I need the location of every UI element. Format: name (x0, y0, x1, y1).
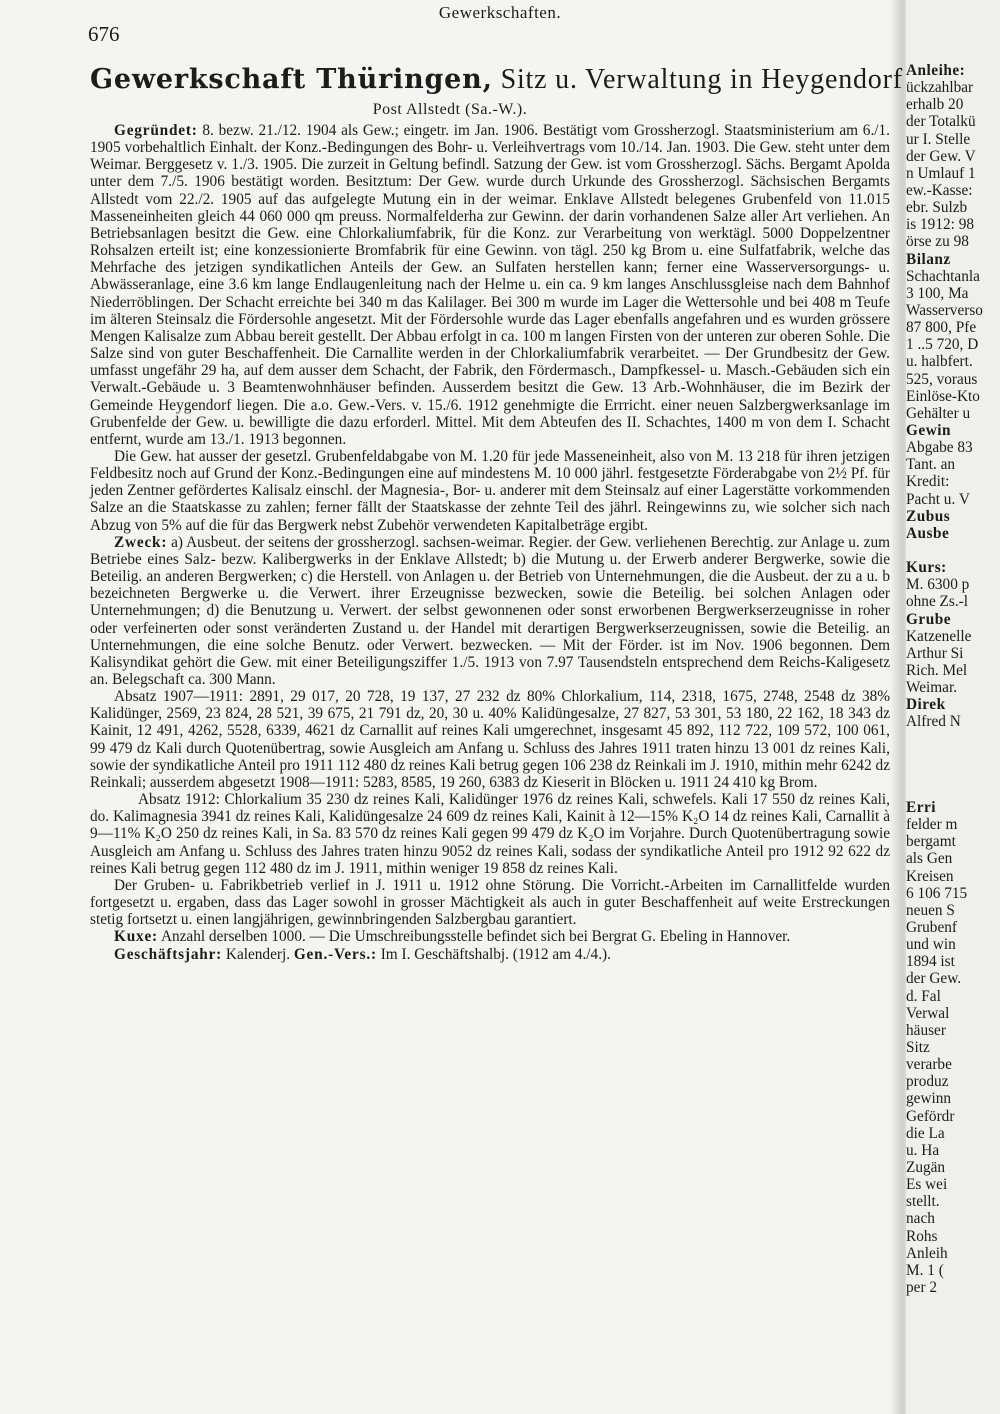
company-seat: Sitz u. Verwaltung in Heygendorf (500, 64, 903, 95)
label-gen-vers: Gen.-Vers.: (293, 945, 377, 963)
right-page-line: ew.-Kasse: (906, 181, 973, 199)
right-page-line: gewinn (906, 1090, 952, 1108)
paragraph-abgabe (90, 448, 890, 534)
article-body (90, 122, 890, 963)
text-geschaeftsjahr: Kalenderj. (225, 945, 291, 963)
right-page-line: Verwal (906, 1004, 950, 1022)
right-page-line: Bilanz (906, 250, 951, 268)
right-page-line: der Totalkü (906, 113, 976, 131)
right-page-line: Kreisen (906, 867, 954, 885)
right-page-line: als Gen (906, 850, 953, 868)
paragraph-geschaeftsjahr (90, 946, 890, 963)
right-page-fragment (906, 0, 1000, 1414)
right-page-line: Es wei (906, 1176, 948, 1194)
right-page-line: 525, voraus (906, 370, 978, 388)
page-header (0, 22, 900, 48)
label-gegruendet: Gegründet: (114, 122, 198, 139)
right-page-line: Kredit: (906, 473, 950, 491)
right-page-line: Alfred N (906, 713, 961, 731)
right-page-line (906, 782, 1000, 799)
right-page-line: Anleihe: (906, 62, 966, 79)
text-betrieb: Der Gruben- u. Fabrikbetrieb verlief in J. 1911 u. 1912 ohne Störung. Die Vorricht.-Arbeiten im Carnallitfelde wurden fortgesetzt u. ergaben, dass das Lager sowohl in grosser Mächtigkeit als auch in guter Beschaffenheit auf weite Erstreckungen stetig fortsetzt u. einen langjährigen, gewinnbringenden Salzbergbau garantiert. (90, 876, 890, 929)
right-page-line: Zugän (906, 1159, 946, 1176)
paragraph-zweck (90, 534, 890, 688)
company-name: Gewerkschaft Thüringen, (90, 64, 493, 95)
right-page-line: Katzenelle (906, 627, 972, 645)
right-page-line (906, 765, 1000, 782)
text-zweck: a) Ausbeut. der seitens der grossherzogl. sachsen-weimar. Regier. der Gew. verliehenen Berechtig. zur Anlage u. zum Betriebe eines Salz- bezw. Kalibergwerks in der Enklave Allstedt; b) die Mutung u. der Erwerb anderer Bergwerke, sowie die Beteilig. an anderen Bergwerken; c) die Herstell. von Anlagen u. der Betrieb von Unternehmungen, die die Ausbeut. der zu a u. b bezeichneten Bergwerke u. die Verwert. ihrer Erzeugnisse bezwecken, sowie die Beteilig. bei solchen Anlagen oder Unternehmungen; d) die Benutzung u. Verwert. der selbst gewonnenen oder sonst erworbenen Bergwerkserzeugnisse in roher oder verfeinerten oder sonst veränderten Zustand u. der Handel mit derartigen Bergwerkserzeugnissen, sowie die Beteilig. an Unternehmungen, die eine solche Benutz. oder Verwert. bezwecken. — Mit der Förder. ist im Nov. 1906 begonnen. Dem Kalisyndikat gehört die Gew. mit einer Beteiligungsziffer 1./5. 1913 von 7.97 Tausendsteln entsprechend dem Reichs-Kaligesetz an. Belegschaft ca. 300 Mann. (90, 533, 890, 688)
right-page-line: Wasserverso (906, 301, 983, 319)
paragraph-kuxe (90, 928, 890, 945)
right-page-line: häuser (906, 1021, 946, 1039)
right-page-line (906, 748, 1000, 765)
right-page-line: Erri (906, 799, 937, 817)
right-page-line: Rohs (906, 1227, 938, 1245)
right-page-line: bergamt (906, 833, 956, 851)
right-page-line: is 1912: 98 (906, 216, 974, 234)
right-page-line: erhalb 20 (906, 96, 964, 114)
right-page-line (906, 730, 1000, 747)
right-page-line: produz (906, 1073, 949, 1091)
right-page-line: Grubenf (906, 919, 957, 937)
right-page-line: die La (906, 1124, 945, 1142)
running-head: Gewerkschaften. (438, 3, 562, 22)
right-page-line: Kurs: (906, 559, 947, 577)
right-page-line: Einlöse-Kto (906, 387, 980, 405)
right-page-line: Rich. Mel (906, 661, 968, 679)
right-page-line (906, 542, 1000, 559)
text-absatz-1907-1911: Absatz 1907—1911: 2891, 29 017, 20 728, 19 137, 27 232 dz 80% Chlorkalium, 114, 2318, 1675, 2748, 2548 dz 38% Kalidünger, 2569, 23 824, 28 521, 39 675, 21 791 dz, 20, 30 u. 40% Kalidüngesalze, 27 827, 53 301, 53 180, 22 162, 18 343 dz Kainit, 12 491, 4262, 5528, 6339, 4621 dz Carnallit auf reines Kali umgerechnet, insgesamt 45 892, 112 722, 109 572, 100 061, 99 479 dz Kali durch Quotenübertrag, sowie Ausgleich am Anfang u. Schluss des Jahres 1911 traten hinzu 13 001 dz reines Kali, sowie der syndikatliche Anteil pro 1911 112 480 dz reines Kali betrug gegen 106 238 dz Reinkali im J. 1910, mithin mehr 6242 dz Reinkali; ausserdem abgesetzt 1908—1911: 5283, 8585, 19 260, 6383 dz Kieserit in Blöcken u. 1911 24 410 kg Brom. (90, 688, 890, 791)
right-page-line: Direk (906, 696, 946, 714)
company-post-address: Post Allstedt (Sa.-W.). (372, 101, 528, 118)
right-page-line: Gehälter u (906, 404, 971, 422)
text-kuxe: Anzahl derselben 1000. — Die Umschreibungsstelle befindet sich bei Bergrat G. Ebeling in Hannover. (160, 928, 791, 946)
company-title (90, 64, 910, 96)
right-page-line: 1 ..5 720, D (906, 336, 979, 354)
right-page-line: der Gew. (906, 970, 962, 988)
page-number: 676 (88, 22, 120, 46)
right-page-line: Arthur Si (906, 644, 964, 662)
label-zweck: Zweck: (114, 533, 168, 551)
right-page-line: und win (906, 936, 956, 954)
right-page-line: u. Ha (906, 1141, 940, 1159)
paragraph-gegruendet (90, 122, 890, 448)
right-page-line: felder m (906, 816, 958, 834)
right-page-line: der Gew. V (906, 147, 976, 165)
text-gen-vers: Im I. Geschäftshalbj. (1912 am 4./4.). (380, 945, 611, 963)
right-page-text-column (906, 62, 1000, 1296)
right-page-line: Gefördr (906, 1107, 955, 1125)
right-page-line: n Umlauf 1 (906, 164, 976, 182)
right-page-line: Ausbe (906, 524, 950, 542)
right-page-line: örse zu 98 (906, 233, 969, 251)
right-page-line: Gewin (906, 421, 951, 439)
right-page-line: ückzahlbar (906, 79, 974, 97)
text-absatz-1912: Absatz 1912: Chlorkalium 35 230 dz reines Kali, Kalidünger 1976 dz reines Kali, schwefels. Kali 17 550 dz reines Kali, do. Kalimagnesia 3941 dz reines Kali, Kalidüngesalze 24 609 dz reines Kali, Kainit à 12—15% K₂O 14 dz reines Kali, Carnallit à 9—11% K₂O 250 dz reines Kali, in Sa. 83 570 dz reines Kali gegen 99 479 dz K₂O im Vorjahre. Durch Quotenübertragung sowie Ausgleich am Anfang u. Schluss des Jahres traten hinzu 9052 dz reines Kali, sodass der syndikatliche Anteil pro 1912 92 622 dz reines Kali betrug gegen 112 480 dz im J. 1911, mithin weniger 19 858 dz reines Kali. (90, 791, 890, 877)
right-page-line: ebr. Sulzb (906, 199, 968, 217)
right-page-line: u. halbfert. (906, 353, 973, 371)
label-geschaeftsjahr: Geschäftsjahr: (114, 945, 223, 963)
right-page-line: 1894 ist (906, 953, 955, 971)
right-page-line: ur I. Stelle (906, 130, 971, 148)
right-page-line: verarbe (906, 1056, 952, 1074)
right-page-line: stellt. (906, 1193, 940, 1211)
right-page-line: Weimar. (906, 679, 958, 697)
right-page-line: Tant. an (906, 456, 956, 474)
right-page-line: per 2 (906, 1278, 938, 1296)
right-page-line: 87 800, Pfe (906, 319, 977, 337)
right-page-line: ohne Zs.-l (906, 593, 969, 611)
right-page-line: nach (906, 1210, 935, 1228)
right-page-line: Abgabe 83 (906, 439, 973, 457)
right-page-line: 3 100, Ma (906, 284, 969, 302)
paragraph-betrieb (90, 877, 890, 928)
right-page-line: Anleih (906, 1244, 948, 1262)
paragraph-absatz-1907-1911 (90, 688, 890, 791)
right-page-line: Sitz (906, 1039, 930, 1057)
right-page-line: neuen S (906, 901, 955, 919)
text-abgabe: Die Gew. hat ausser der gesetzl. Grubenfeldabgabe von M. 1.20 für jede Masseneinheit, also von M. 13 218 für ihren jetzigen Feldbesitz noch auf Grund der Konz.-Bedingungen eine auf mindestens M. 10 000 jährl. festgesetzte Förderabgabe von 2½ Pf. für jeden Zentner gefördertes Kalisalz einschl. der Magnesia-, Bor- u. anderer mit dem Steinsalz auf einer Lagerstätte vorkommenden Salze an die Staatskasse zu zahlen; ferner fällt der Staatskasse der zehnte Teil des jährl. Reingewinns zu, wie solcher sich nach Abzug von 5% auf die für das Bergwerk nebst Zubehör verwendeten Kapitalbeträge ergibt. (90, 447, 890, 534)
right-page-line: Zubus (906, 507, 951, 525)
right-page-line: Grube (906, 610, 951, 628)
paragraph-absatz-1912 (90, 791, 890, 877)
right-page-line: 6 106 715 (906, 884, 968, 902)
right-page-line: Pacht u. V (906, 490, 970, 508)
right-page-line: M. 1 ( (906, 1261, 944, 1279)
right-page-line: d. Fal (906, 987, 941, 1005)
right-page-line: M. 6300 p (906, 576, 970, 594)
label-kuxe: Kuxe: (114, 928, 158, 946)
right-page-line: Schachtanla (906, 267, 980, 285)
text-gegruendet: 8. bezw. 21./12. 1904 als Gew.; eingetr. im Jan. 1906. Bestätigt vom Grossherzogl. Staatsministerium am 6./1. 1905 vorbehaltlich Einhalt. der Konz.-Bedingungen des Bohr- u. Verleihvertrags vom 10./14. Jan. 1903. Die Gew. steht unter dem Weimar. Berggesetz v. 1./3. 1905. Die zurzeit in Geltung befindl. Satzung der Gew. ist vom Grossherzogl. Sächs. Bergamt Apolda unter dem 7./5. 1906 bestätigt worden. Besitztum: Der Gew. wurde durch Urkunde des Grossherzogl. Sächsischen Bergamts Allstedt vom 22./2. 1905 auf das aufgelegte Mutung ein in der weimar. Enklave Allstedt belegenes Grubenfeld von 11.015 Masseneinheiten gleich 44 060 000 qm preuss. Normalfelderha zur Gewinn. der darin vorhandenen Salze aller Art verliehen. An Betriebsanlagen besitzt die Gew. eine Chlorkaliumfabrik, für die Konz. zur Verarbeitung von werktägl. 5000 Doppelzentner Rohsalzen erteilt ist; eine konzessionierte Bromfabrik für eine Gewinn. von tägl. 250 kg Brom u. eine Sulfatfabrik, welche das Mehrfache des jetzigen syndikatlichen Anteils der Gew. an Sulfaten herstellen kann; ferner eine Wasserversorgungs- u. Abwässeranlage, eine 3.6 km lange Endlaugenleitung nach der Helme u. ein ca. 9 km langes Anschlussgleise nach dem Bahnhof Niederröblingen. Der Schacht erreichte bei 340 m das Kalilager. Bei 300 m wurde im Lager die Wettersohle und bei 408 m Teufe im älteren Steinsalz die Fördersohle angesetzt. Mit der Fördersohle wurde das Lager ebenfalls angefahren und es wurden grössere Mengen Kalisalze zum Abbau bereit gestellt. Der Abbau erfolgt in ca. 100 m langen Firsten von der unteren zur oberen Sohle. Die Salze sind von guter Beschaffenheit. Die Carnallite werden in der Chlorkaliumfabrik verarbeitet. — Der Grundbesitz der Gew. umfasst ungefähr 29 ha, auf dem ausser dem Schacht, der Fabrik, den Fördermasch., Dampfkessel- u. Masch.-Gebäuden sich ein Verwalt.-Gebäude u. 3 Beamtenwohnhäuser befinden. Ausserdem besitzt die Gew. 13 Arb.-Wohnhäuser, die im Bezirk der Gemeinde Heygendorf liegen. Die a.o. Gew.-Vers. v. 15./6. 1912 genehmigte die Errricht. einer neuen Salzbergwerksanlage im Grubenfelde der Gew. u. bewilligte die dazu erforderl. Mittel. Mit dem Abteufen des II. Schachtes, 1400 m von dem I. Schacht entfernt, wurde am 13./1. 1913 begonnen. (90, 122, 890, 448)
